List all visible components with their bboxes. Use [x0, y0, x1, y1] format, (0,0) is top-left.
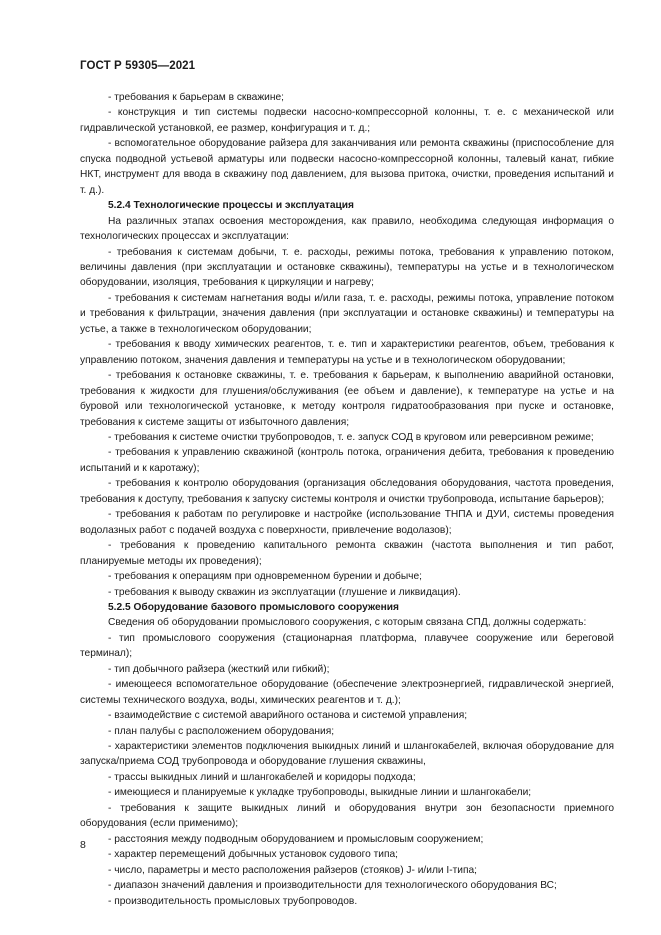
body-paragraph: - взаимодействие с системой аварийного останова и системой управления; [108, 710, 468, 722]
body-paragraph: - требования к барьерам в скважине; [108, 92, 284, 103]
body-paragraph: - требования к системам нагнетания воды и/или газа, т. е. расходы, режимы потока, управление потоком и требования к фильтрации, значения давления (при эксплуатации и остановке скважины) и температуры на устье, а также в технологическом оборудовании; [80, 292, 614, 335]
body-paragraph: - требования к проведению капитального ремонта скважин (частота выполнения и тип работ, планируемые методы их проведения); [80, 540, 614, 567]
body-paragraph: - требования к операциям при одновременном бурении и добыче; [108, 571, 422, 583]
body-paragraph: Сведения об оборудовании промыслового сооружения, с которым связана СПД, должны содержать: [108, 617, 587, 629]
section-heading: 5.2.5 Оборудование базового промыслового сооружения [108, 601, 399, 613]
body-paragraph: - требования к защите выкидных линий и оборудования внутри зон безопасности приемного оборудования (если применимо); [80, 802, 614, 830]
body-paragraph: - конструкция и тип системы подвески насосно-компрессорной колонны, т. е. с механической или гидравлической установкой, ее размер, конфигурация и т. д.; [80, 107, 614, 134]
body-paragraph: - характеристики элементов подключения выкидных линий и шлангокабелей, включая оборудование для запуска/приема СОД трубопровода и оборудование глушения скважины, [80, 741, 614, 768]
body-paragraph: - имеющиеся и планируемые к укладке трубопроводы, выкидные линии и шлангокабели; [108, 787, 532, 799]
section-heading: 5.2.4 Технологические процессы и эксплуатация [108, 200, 354, 212]
body-paragraph: - число, параметры и место расположения райзеров (стояков) J- и/или I-типа; [108, 864, 477, 876]
body-paragraph: - тип добычного райзера (жесткий или гибкий); [108, 663, 330, 675]
body-paragraph: - требования к управлению скважиной (контроль потока, ограничения дебита, требования к проведению испытаний и к каротажу); [80, 447, 614, 474]
body-paragraph: - требования к системам добычи, т. е. расходы, режимы потока, требования к управлению потоком, величины давления (при эксплуатации и остановке скважины), температуры на устье и в технологическом оборудовании, изоляция, требования к циркуляции и нагреву; [80, 246, 614, 289]
body-paragraph: - требования к системе очистки трубопроводов, т. е. запуск СОД в круговом или реверсивном режиме; [108, 431, 594, 443]
body-paragraph: - производительность промысловых трубопроводов. [108, 895, 358, 907]
body-paragraph: - план палубы с расположением оборудования; [108, 725, 335, 737]
document-body [80, 90, 614, 909]
body-paragraph: - требования к выводу скважин из эксплуатации (глушение и ликвидация). [108, 586, 461, 598]
body-paragraph: - тип промыслового сооружения (стационарная платформа, плавучее сооружение или береговой терминал); [80, 632, 614, 660]
body-paragraph: - имеющееся вспомогательное оборудование (обеспечение электроэнергией, гидравлической энергией, системы технического воздуха, воды, химических реагентов и т. д.); [80, 679, 614, 706]
body-paragraph: - требования к вводу химических реагентов, т. е. тип и характеристики реагентов, объем, требования к управлению потоком, значения давления и температуры на устье и в технологическом оборудовании; [80, 339, 614, 366]
body-paragraph: На различных этапах освоения месторождения, как правило, необходима следующая информация о технологических процессах и эксплуатации: [80, 215, 614, 243]
body-paragraph: - расстояния между подводным оборудованием и промысловым сооружением; [108, 833, 484, 845]
body-paragraph: - требования к контролю оборудования (организация обследования оборудования, частота проведения, требования к доступу, требования к запуску системы контроля и очистки трубопровода, испытание барьеров); [80, 478, 614, 505]
body-paragraph: - диапазон значений давления и производительности для технологического оборудования ВС; [108, 880, 557, 892]
body-paragraph: - характер перемещений добычных установок судового типа; [108, 849, 398, 861]
body-paragraph: - требования к работам по регулировке и настройке (использование ТНПА и ДУИ, системы проведения водолазных работ с подачей воздуха с поверхности, привлечение водолазов); [80, 509, 614, 536]
page-number: 8 [80, 839, 86, 851]
body-paragraph: - трассы выкидных линий и шлангокабелей и коридоры подхода; [108, 771, 416, 783]
document-header: ГОСТ Р 59305—2021 [80, 60, 196, 72]
body-paragraph: - требования к остановке скважины, т. е. требования к барьерам, к выполнению аварийной остановки, требования к жидкости для глушения/обслуживания (ее объем и давление), к температуре на устье и на буровой или технологической установке, к методу контроля гидратообразования при пуске и остановке, требования к системе защиты от избыточного давления; [80, 370, 614, 428]
body-paragraph: - вспомогательное оборудование райзера для заканчивания или ремонта скважины (приспособление для спуска подводной устьевой арматуры или подвески насосно-компрессорной колонны, талевый канат, гибкие НКТ, инструмент для ввода в скважину под давлением, для вызова притока, очистки, проведения испытаний и т. д.). [80, 138, 614, 196]
